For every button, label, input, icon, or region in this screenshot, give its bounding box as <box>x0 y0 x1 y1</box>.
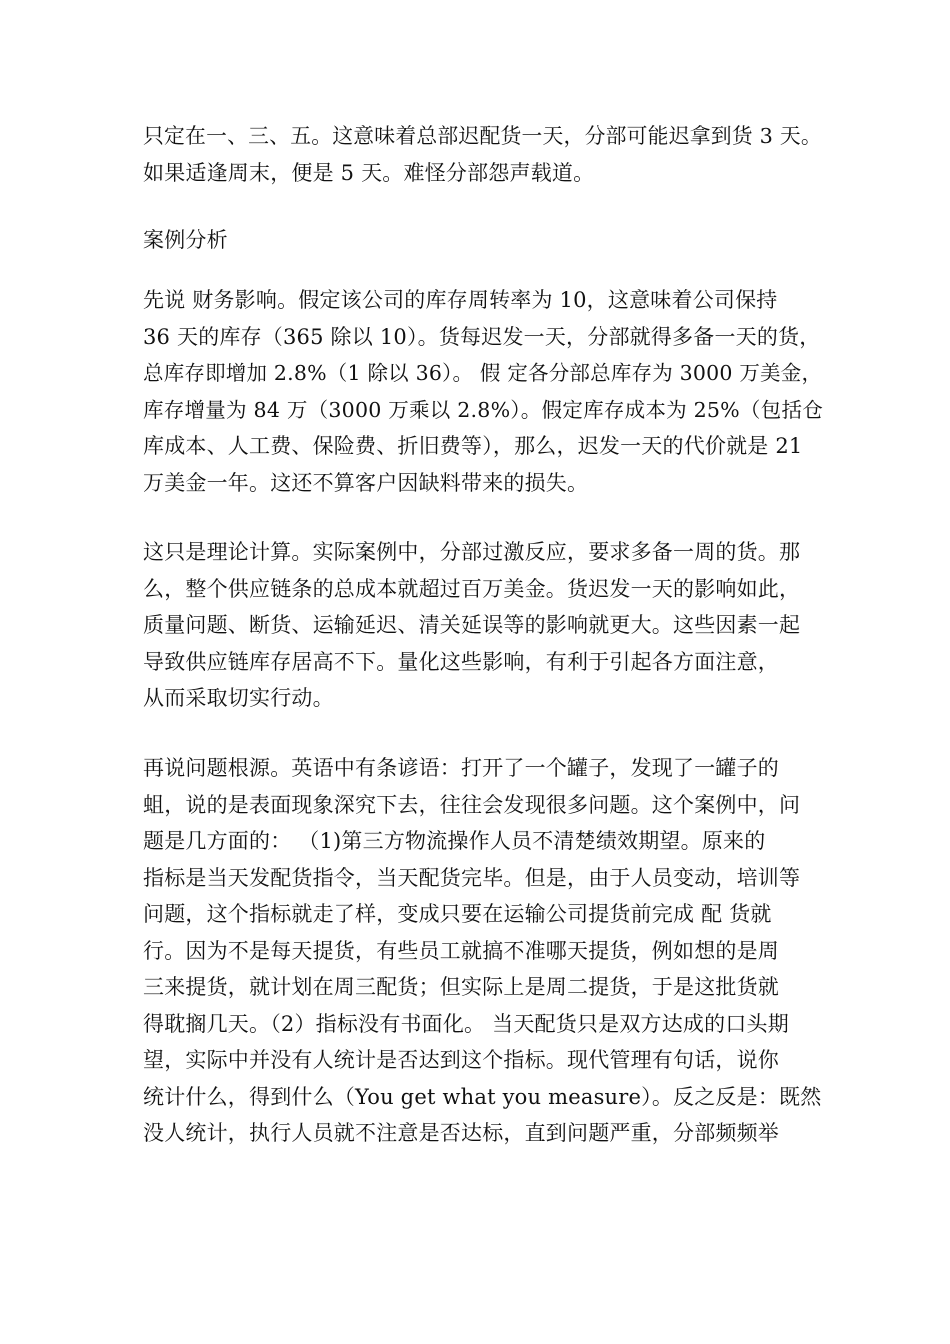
text-line: 36 天的库存（365 除以 10）。货每迟发一天，分部就得多备一天的货， <box>143 324 821 349</box>
paragraph-1 <box>143 118 823 191</box>
text-line: 得耽搁几天。（2）指标没有书面化。 当天配货只是双方达成的口头期 <box>143 1011 789 1036</box>
text-line: 统计什么，得到什么（You get what you measure）。反之反是：既然 <box>143 1084 822 1109</box>
text-line: 总库存即增加 2.8%（1 除以 36）。 假 定各分部总库存为 3000 万美金， <box>143 361 823 385</box>
text-line: 如果适逢周末，便是 5 天。难怪分部怨声载道。 <box>143 160 595 185</box>
text-line: 行。因为不是每天提货，有些员工就搞不准哪天提货，例如想的是周 <box>143 938 779 963</box>
text-line: 问题，这个指标就走了样，变成只要在运输公司提货前完成 配 货就 <box>143 902 772 926</box>
text-line: 望，实际中并没有人统计是否达到这个指标。现代管理有句话，说你 <box>143 1048 779 1072</box>
text-line: 从而采取切实行动。 <box>143 686 334 710</box>
text-line: 没人统计，执行人员就不注意是否达标，直到问题严重，分部频频举 <box>143 1121 779 1145</box>
text-line: 万美金一年。这还不算客户因缺料带来的损失。 <box>143 470 589 495</box>
text-line: 质量问题、断货、运输延迟、清关延误等的影响就更大。这些因素一起 <box>143 613 801 637</box>
text-line: 库存增量为 84 万（3000 万乘以 2.8%）。假定库存成本为 25%（包括仓 <box>143 397 823 422</box>
paragraph-4 <box>143 750 823 1152</box>
text-line: 题是几方面的： （1)第三方物流操作人员不清楚绩效期望。原来的 <box>143 829 766 853</box>
text-line: 案例分析 <box>143 228 228 252</box>
text-line: 先说 财务影响。假定该公司的库存周转率为 10，这意味着公司保持 <box>143 288 778 312</box>
text-line: 库成本、人工费、保险费、折旧费等），那么，迟发一天的代价就是 21 <box>143 434 803 458</box>
text-line: 再说问题根源。英语中有条谚语：打开了一个罐子，发现了一罐子的 <box>143 756 779 780</box>
text-line: 三来提货，就计划在周三配货；但实际上是周二提货，于是这批货就 <box>143 975 779 999</box>
text-line: 么，整个供应链条的总成本就超过百万美金。货迟发一天的影响如此， <box>143 576 801 601</box>
text-line: 蛆，说的是表面现象深究下去，往往会发现很多问题。这个案例中，问 <box>143 792 801 817</box>
text-line: 指标是当天发配货指令，当天配货完毕。但是，由于人员变动，培训等 <box>143 865 801 890</box>
text-line: 导致供应链库存居高不下。量化这些影响，有利于引起各方面注意， <box>143 649 779 674</box>
text-line: 只定在一、三、五。这意味着总部迟配货一天，分部可能迟拿到货 3 天。 <box>143 124 822 148</box>
paragraph-2 <box>143 282 823 501</box>
paragraph-3 <box>143 534 823 717</box>
section-heading <box>143 222 823 259</box>
text-line: 这只是理论计算。实际案例中，分部过激反应，要求多备一周的货。那 <box>143 540 801 564</box>
